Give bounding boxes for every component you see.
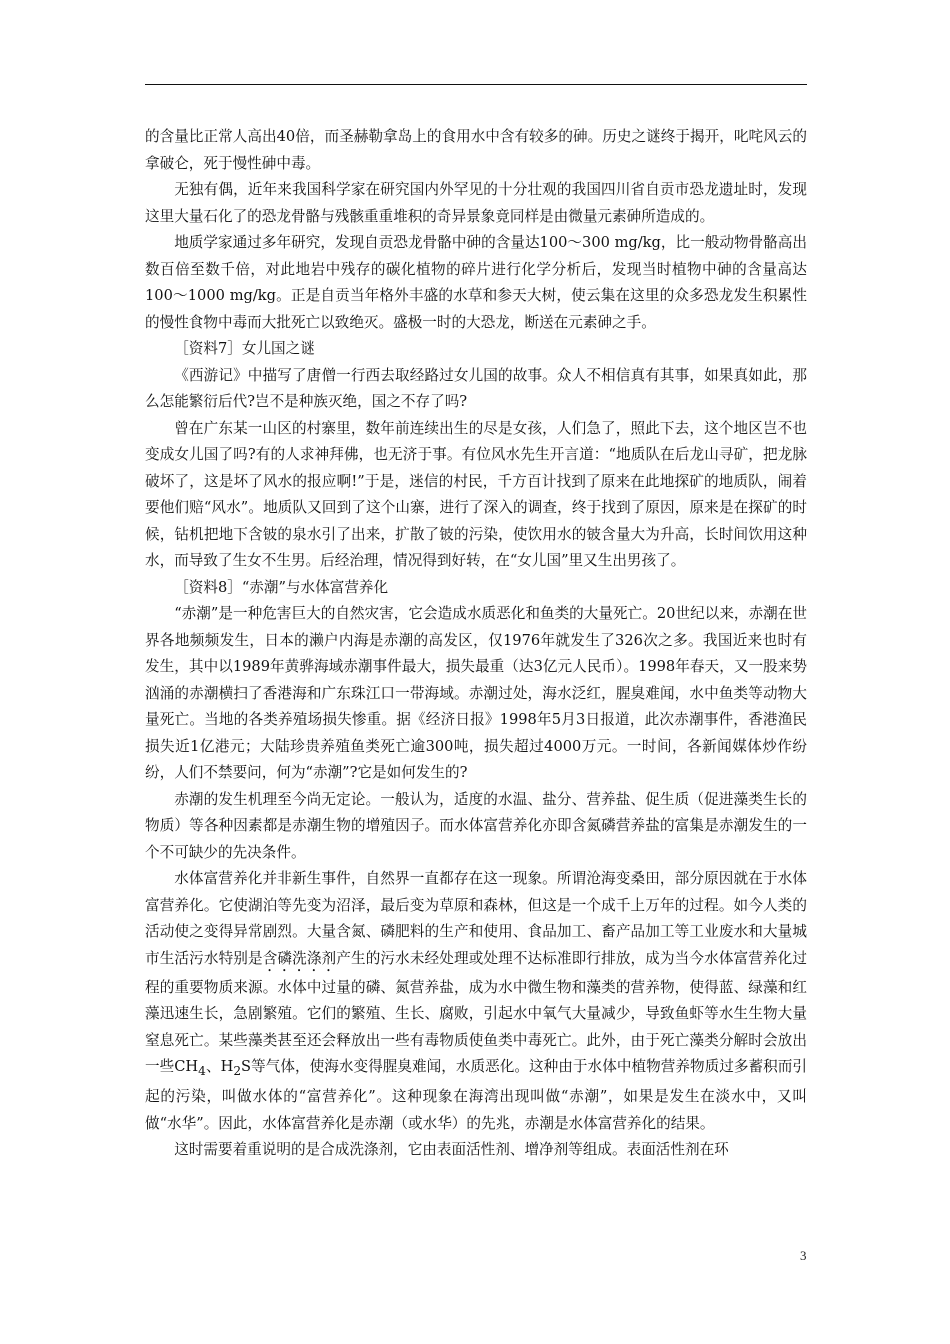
header-rule	[145, 84, 807, 85]
paragraph-part: 水体富营养化并非新生事件，自然界一直都存在这一现象。所谓沧海变桑田，部分原因就在于水体富营养化。它使湖泊等先变为沼泽，最后变为草原和森林，但这是一个成千上万年的过程。如今人类的活动使之变得异常剧烈。大量含氮、磷肥料的生产和使用、食品加工、畜产品加工等工业废水和大量城市生活污水特别是	[145, 870, 807, 967]
paragraph: 《西游记》中描写了唐僧一行西去取经路过女儿国的故事。众人不相信真有其事，如果真如此，那么怎能繁衍后代?岂不是种族灭绝，国之不存了吗?	[145, 366, 807, 410]
page-number: 3	[800, 1248, 807, 1263]
paragraph-part: 等气体，使海水变得腥臭难闻，水质恶化。这种由于水体中植物营养物质过多蓄积而引起的污染，叫做水体的“富营养化”。这种现象在海湾出现叫做“赤潮”，如果是发生在淡水中，又叫做“水华”。因此，水体富营养化是赤潮（或水华）的先兆，赤潮是水体富营养化的结果。	[145, 1058, 807, 1132]
section-heading: ［资料7］女儿国之谜	[174, 340, 315, 357]
paragraph: 水体富营养化并非新生事件，自然界一直都存在这一现象。所谓沧海变桑田，部分原因就在于水体富营养化。它使湖泊等先变为沼泽，最后变为草原和森林，但这是一个成千上万年的过程。如今人类的活动使之变得异常剧烈。大量含氮、磷肥料的生产和使用、食品加工、畜产品加工等工业废水和大量城市生活污水特别是含磷洗涤剂产生的污水未经处理或处理不达标准即行排放，成为当今水体富营养化过程的重要物质来源。水体中过量的磷、氮营养盐，成为水中微生物和藻类的营养物，使得蓝、绿藻和红藻迅速生长，急剧繁殖。它们的繁殖、生长、腐败，引起水中氧气大量减少，导致鱼虾等水生生物大量窒息死亡。某些藻类甚至还会释放出一些有毒物质使鱼类中毒死亡。此外，由于死亡藻类分解时会放出一些$CH_4$、$H_2S$等气体，使海水变得腥臭难闻，水质恶化。这种由于水体中植物营养物质过多蓄积而引起的污染，叫做水体的“富营养化”。这种现象在海湾出现叫做“赤潮”，如果是发生在淡水中，又叫做“水华”。因此，水体富营养化是赤潮（或水华）的先兆，赤潮是水体富营养化的结果。	[145, 870, 807, 1132]
paragraph: 这时需要着重说明的是合成洗涤剂，它由表面活性剂、增净剂等组成。表面活性剂在环	[174, 1141, 729, 1159]
emphasized-term: 含磷洗涤剂	[262, 949, 337, 967]
paragraph: 无独有偶，近年来我国科学家在研究国内外罕见的十分壮观的我国四川省自贡市恐龙遗址时，发现这里大量石化了的恐龙骨骼与残骸重重堆积的奇异景象竟同样是由微量元素砷所造成的。	[145, 181, 807, 225]
section-heading: ［资料8］“赤潮”与水体富营养化	[174, 578, 389, 596]
paragraph-part: 产生的污水未经处理或处理不达标准即行排放，成为当今水体富营养化过程的重要物质来源。水体中过量的磷、氮营养盐，成为水中微生物和藻类的营养物，使得蓝、绿藻和红藻迅速生长，急剧繁殖。它们的繁殖、生长、腐败，引起水中氧气大量减少，导致鱼虾等水生生物大量窒息死亡。某些藻类甚至还会释放出一些有毒物质使鱼类中毒死亡。此外，由于死亡藻类分解时会放出一些	[145, 949, 807, 1075]
chemical-formula-h2s: $H_2S$	[220, 1058, 252, 1078]
paragraph: 地质学家通过多年研究，发现自贡恐龙骨骼中砷的含量达100～300 mg/kg，比一般动物骨骼高出数百倍至数千倍，对此地岩中残存的碳化植物的碎片进行化学分析后，发现当时植物中砷的含量高达100～1000 mg/kg。正是自贡当年格外丰盛的水草和参天大树，使云集在这里的众多恐龙发生积累性的慢性食物中毒而大批死亡以致绝灭。盛极一时的大恐龙，断送在元素砷之手。	[145, 234, 807, 331]
paragraph: “赤潮”是一种危害巨大的自然灾害，它会造成水质恶化和鱼类的大量死亡。20世纪以来，赤潮在世界各地频频发生，日本的濑户内海是赤潮的高发区，仅1976年就发生了326次之多。我国近来也时有发生，其中以1989年黄骅海域赤潮事件最大，损失最重（达3亿元人民币）。1998年春天，又一股来势汹涌的赤潮横扫了香港海和广东珠江口一带海域。赤潮过处，海水泛红，腥臭难闻，水中鱼类等动物大量死亡。当地的各类养殖场损失惨重。据《经济日报》1998年5月3日报道，此次赤潮事件，香港渔民损失近1亿港元；大陆珍贵养殖鱼类死亡逾300吨，损失超过4000万元。一时间，各新闻媒体炒作纷纷，人们不禁要问，何为“赤潮”?它是如何发生的?	[145, 605, 807, 781]
document-body	[145, 124, 807, 1164]
paragraph: 的含量比正常人高出40倍，而圣赫勒拿岛上的食用水中含有较多的砷。历史之谜终于揭开，叱咤风云的拿破仑，死于慢性砷中毒。	[145, 128, 807, 172]
paragraph: 曾在广东某一山区的村寨里，数年前连续出生的尽是女孩，人们急了，照此下去，这个地区岂不也变成女儿国了吗?有的人求神拜佛，也无济于事。有位风水先生开言道：“地质队在后龙山寻矿，把龙脉破坏了，这是坏了风水的报应啊!”于是，迷信的村民，千方百计找到了原来在此地探矿的地质队，闹着要他们赔“风水”。地质队又回到了这个山寨，进行了深入的调查，终于找到了原因，原来是在探矿的时候，钻机把地下含铍的泉水引了出来，扩散了铍的污染，使饮用水的铍含量大为升高，长时间饮用这种水，而导致了生女不生男。后经治理，情况得到好转，在“女儿国”里又生出男孩了。	[145, 419, 807, 569]
chemical-formula-ch4: $CH_4$	[174, 1058, 206, 1078]
paragraph: 赤潮的发生机理至今尚无定论。一般认为，适度的水温、盐分、营养盐、促生质（促进藻类生长的物质）等各种因素都是赤潮生物的增殖因子。而水体富营养化亦即含氮磷营养盐的富集是赤潮发生的一个不可缺少的先决条件。	[145, 790, 807, 861]
